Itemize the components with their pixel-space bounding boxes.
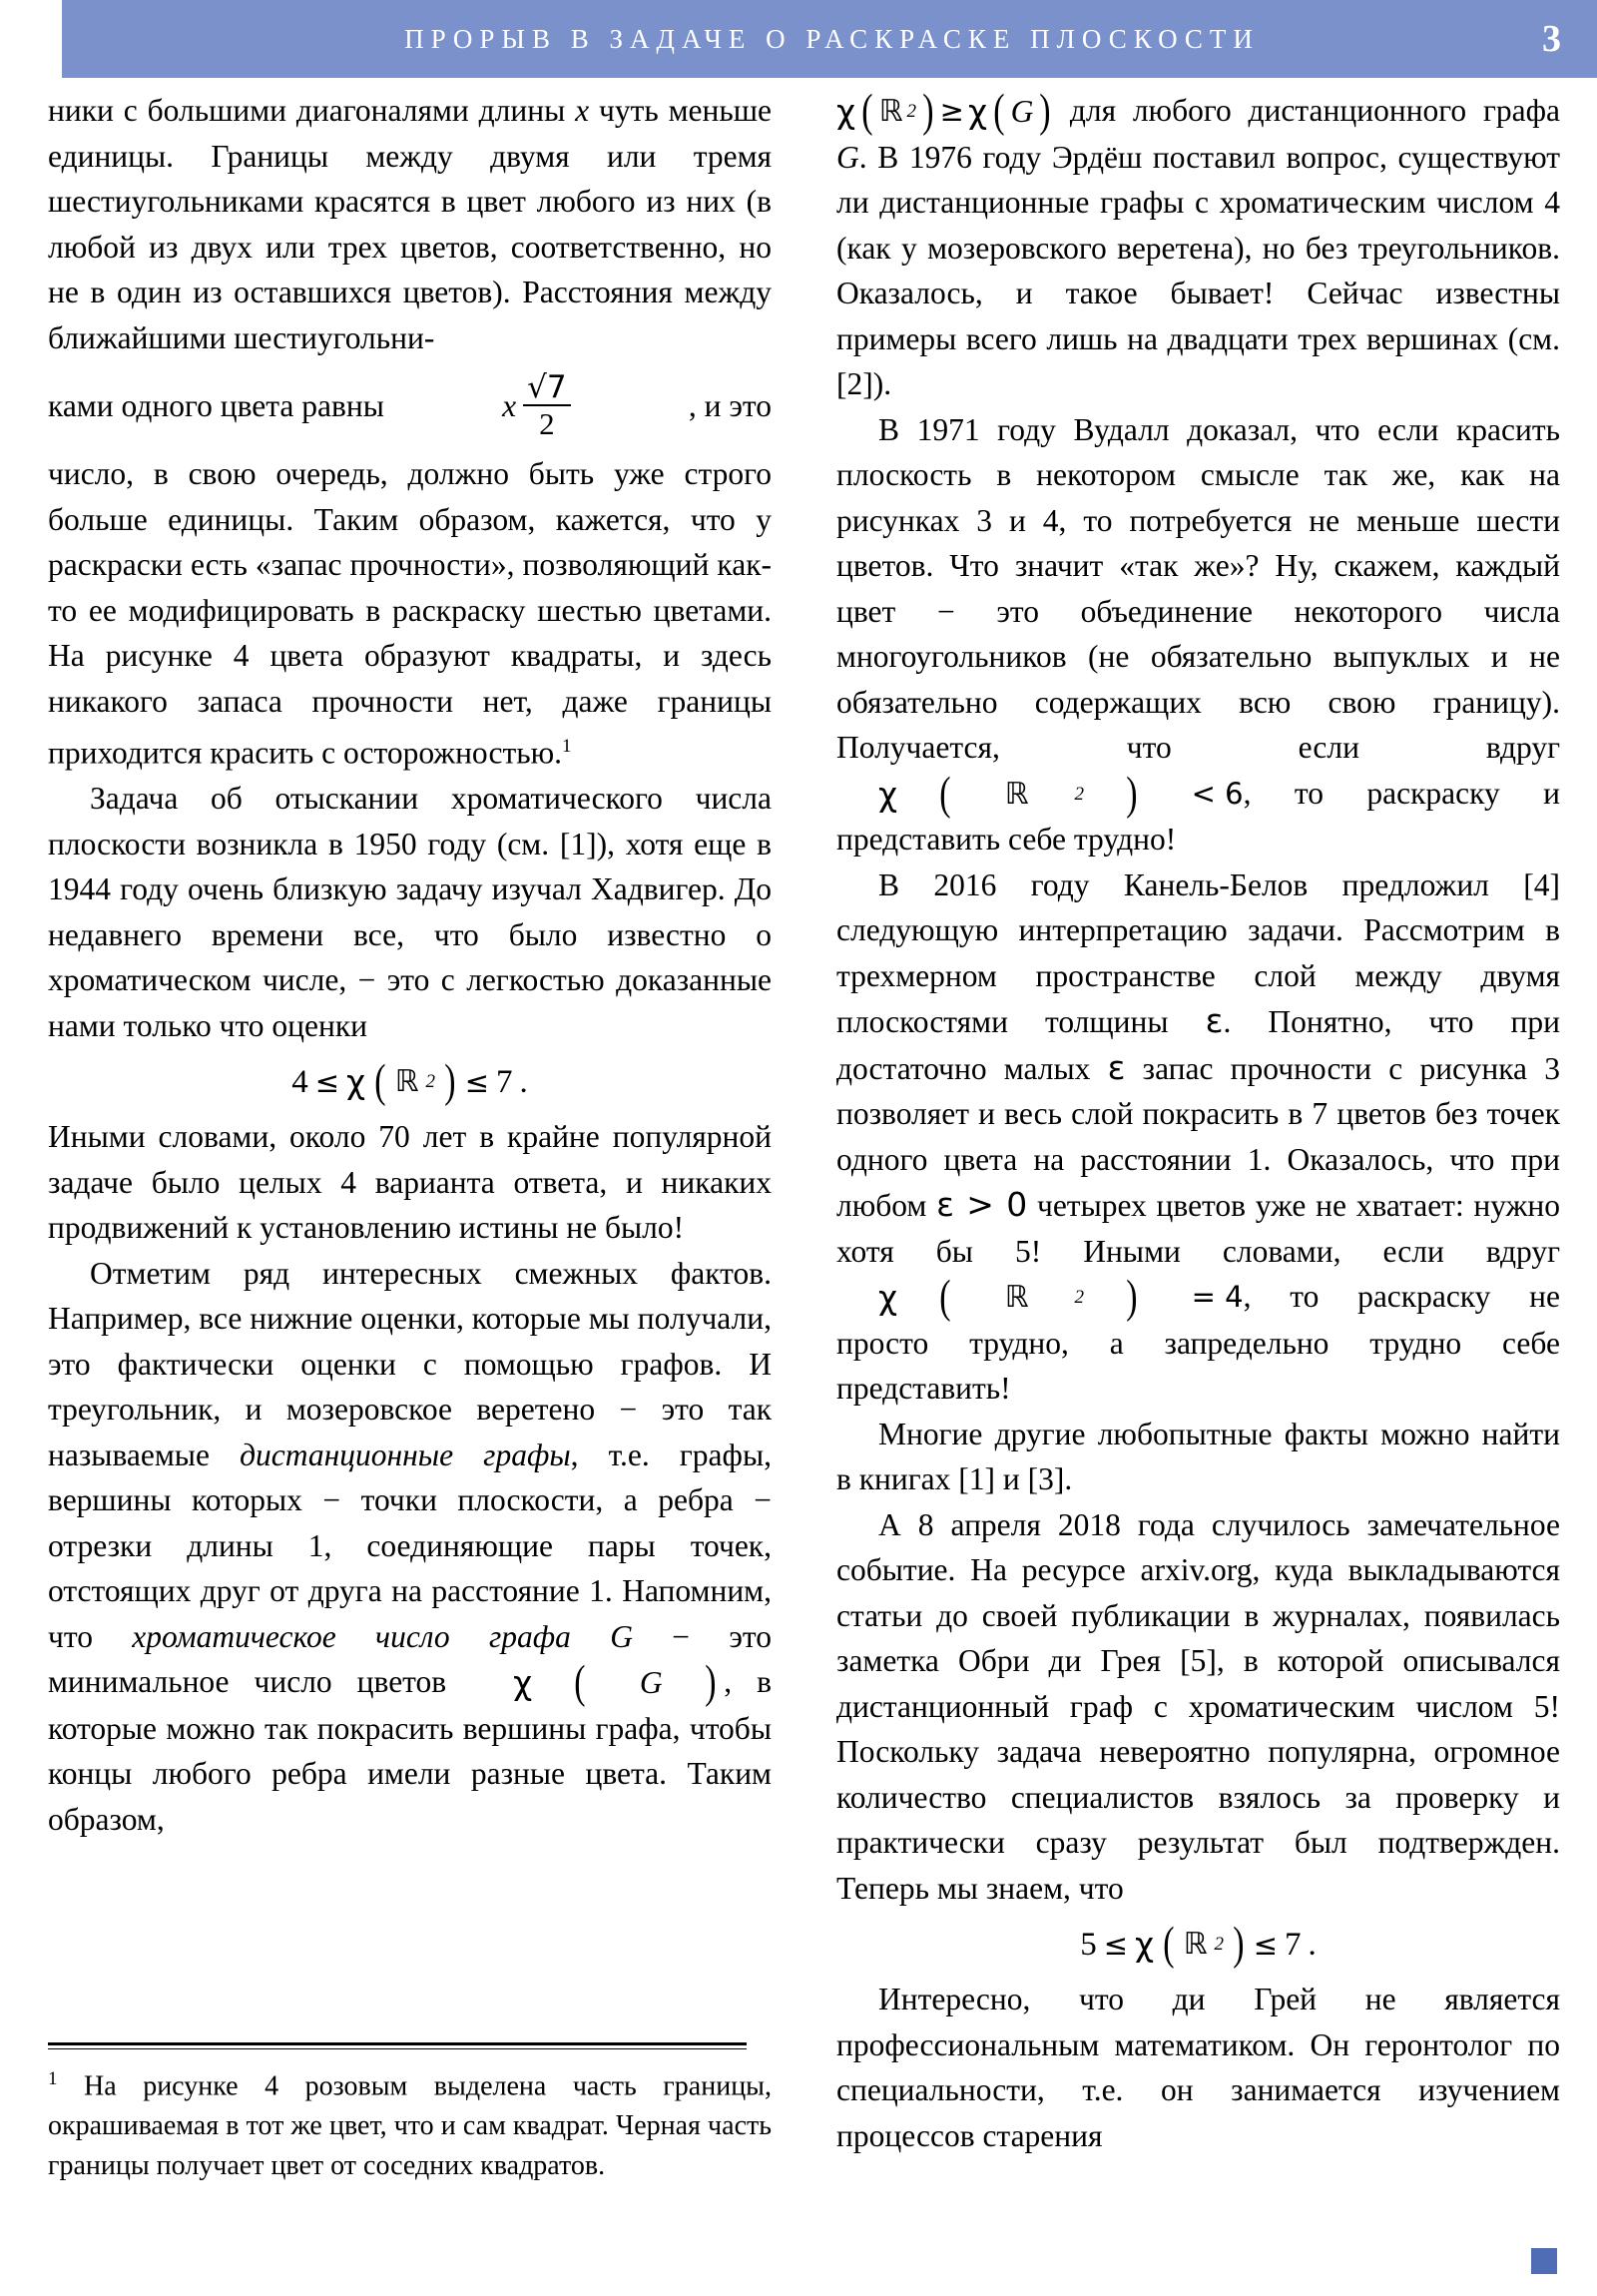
left-paren: ( xyxy=(993,85,1005,138)
text-run: для любого дистанционного графа xyxy=(1053,93,1560,128)
paragraph-with-inline-fraction xyxy=(48,369,772,441)
left-paren: ( xyxy=(939,767,951,820)
text-run: Задача об отыскании хроматического числа плоскости возникла в 1950 году (см. [1]), хотя еще в 1944 году очень близкую задачу изучал Хадвигер. До недавнего времени все, что было известно о хроматическом числе, − это с легкостью доказанные нами только что оценки xyxy=(48,781,772,1043)
text-run: ники с большими диагоналями длины xyxy=(48,93,576,128)
formula-relation: ≤ xyxy=(1103,1928,1129,1962)
left-paren: ( xyxy=(861,85,873,138)
display-formula-bounds-5-7 xyxy=(836,1919,1560,1971)
paragraph xyxy=(48,776,772,1048)
chi-symbol: χ xyxy=(878,1278,898,1317)
footnote-text xyxy=(48,2059,772,2186)
text-run: , то раскраску и представить себе трудно! xyxy=(836,775,1560,857)
inline-fraction-x-sqrt7-over-2 xyxy=(502,369,570,441)
text-run: В 1971 году Вудалл доказал, что если красить плоскость в некотором смысле так же, как на рисунках 3 и 4, то потребуется не меньше шести цветов. Что значит «так же»? Ну, скажем, каждый цвет − это объединение некоторого числа многоугольников (не обязательно выпуклых и не обязательно содержащих всю свою границу). Получается, что если вдруг xyxy=(836,411,1560,765)
fraction-denominator: 2 xyxy=(539,406,555,441)
text-run: четырех цветов уже не хватает: нужно хотя бы 5! Иными словами, если вдруг xyxy=(836,1188,1560,1269)
inline-math-chi-r2-lt-6 xyxy=(836,767,1244,820)
text-run: , и это xyxy=(688,387,772,423)
left-paren: ( xyxy=(939,1271,951,1324)
formula-relation: < 6 xyxy=(1191,776,1244,811)
text-run: Интересно, что ди Грей не является профессиональным математиком. Он геронтолог по специальности, т.е. он занимается изучением процессов старения xyxy=(836,1982,1560,2153)
emphasis-chromatic-number-of-graph: хроматическое число графа G xyxy=(132,1618,633,1654)
chi-symbol: χ xyxy=(513,1663,533,1702)
page-title: ПРОРЫВ В ЗАДАЧЕ О РАСКРАСКЕ ПЛОСКОСТИ xyxy=(404,23,1260,54)
page-number: 3 xyxy=(1542,18,1561,60)
paragraph-continuation xyxy=(48,88,772,360)
display-formula-bounds-4-7 xyxy=(48,1056,772,1108)
formula-relation: = 4 xyxy=(1191,1280,1244,1314)
paragraph xyxy=(836,1502,1560,1912)
formula-rhs: 7 xyxy=(1285,1927,1302,1963)
left-paren: ( xyxy=(374,1055,386,1108)
left-column xyxy=(48,88,772,1842)
exponent: 2 xyxy=(1214,1934,1225,1955)
paragraph xyxy=(836,1977,1560,2158)
paragraph xyxy=(836,1412,1560,1502)
chi-symbol: χ xyxy=(878,774,898,814)
paragraph-continuation xyxy=(836,85,1560,407)
math-variable-g: G xyxy=(1010,94,1034,129)
formula-relation: ≤ xyxy=(464,1065,489,1099)
text-run: запас прочности с рисунка 3 позволяет и весь слой покрасить в 7 цветов без точек одного цвета на расстоянии 1. Оказалось, что при любом xyxy=(836,1050,1560,1223)
formula-period: . xyxy=(1308,1927,1317,1963)
math-variable-g: G xyxy=(836,139,859,175)
math-variable-g: G xyxy=(639,1665,663,1700)
right-paren: ) xyxy=(444,1055,456,1108)
formula-rhs: 7 xyxy=(496,1064,513,1100)
inline-math-chi-of-g xyxy=(471,1656,724,1709)
epsilon-greater-zero: ε > 0 xyxy=(936,1185,1028,1224)
paragraph xyxy=(836,862,1560,1412)
text-run: ками одного цвета равны xyxy=(48,387,384,423)
running-header xyxy=(62,0,1597,78)
real-numbers-symbol: ℝ xyxy=(1183,1927,1208,1962)
text-run: . В 1976 году Эрдёш поставил вопрос, существуют ли дистанционные графы с хроматическим числом 4 (как у мозеровского веретена), но без треугольников. Оказалось, и такое бывает! Сейчас известны примеры всего лишь на двадцати трех вершинах (см. [2]). xyxy=(836,139,1560,401)
footnote-separator-rule-thin xyxy=(48,2048,747,2049)
footnote-marker: 1 xyxy=(48,2068,58,2089)
text-run: , то раскраску не просто трудно, а запредельно трудно себе представить! xyxy=(836,1279,1560,1406)
right-paren: ) xyxy=(922,85,934,138)
right-paren: ) xyxy=(1039,85,1051,138)
chi-symbol: χ xyxy=(836,92,856,131)
right-column xyxy=(836,85,1560,2158)
text-run: , в которые можно так покрасить вершины графа, чтобы концы любого ребра имели разные цвета. Таким образом, xyxy=(48,1664,772,1837)
formula-lhs: 5 xyxy=(1080,1927,1097,1963)
exponent: 2 xyxy=(1074,783,1084,805)
footnote-separator-rule xyxy=(48,2042,747,2045)
fraction xyxy=(523,369,570,441)
math-variable-x: x xyxy=(575,93,590,128)
text-run: Отметим ряд интересных смежных фактов. Например, все нижние оценки, которые мы получали, это фактически оценки с помощью графов. И треугольник, и мозеровское веретено − это так называемые xyxy=(48,1255,772,1472)
exponent: 2 xyxy=(425,1071,436,1092)
math-variable-x: x xyxy=(502,387,517,423)
right-paren: ) xyxy=(704,1656,717,1709)
right-paren: ) xyxy=(1233,1918,1245,1971)
text-run: В 2016 году Канель-Белов предложил [4] следующую интерпретацию задачи. Рассмотрим в трехмерном пространстве слой между двумя плоскостями толщины xyxy=(836,866,1560,1039)
chi-symbol: χ xyxy=(346,1062,366,1101)
body-columns xyxy=(0,78,1597,2296)
chi-symbol: χ xyxy=(1135,1925,1155,1964)
paragraph xyxy=(48,1251,772,1843)
text-run: На рисунке 4 розовым выделена часть границы, окрашиваемая в тот же цвет, что и сам квадрат. Черная часть границы получает цвет от соседних квадратов. xyxy=(48,2070,772,2182)
paragraph xyxy=(48,1114,772,1251)
epsilon-symbol: ε xyxy=(1205,1001,1224,1040)
footnote-reference[interactable]: 1 xyxy=(561,736,572,757)
text-run: А 8 апреля 2018 года случилось замечательное событие. На ресурсе arxiv.org, куда выкладываются статьи до своей публикации в журналах, появилась заметка Обри ди Грея [5], в которой описывался дистанционный граф с хроматическим числом 5! Поскольку задача невероятно популярна, огромное количество специалистов взялось за проверку и практически сразу результат был подтвержден. Теперь мы знаем, что xyxy=(836,1506,1560,1906)
left-paren: ( xyxy=(574,1656,586,1709)
text-run: , т.е. графы, вершины которых − точки плоскости, а ребра − отрезки длины 1, соединяющие пары точек, отстоящих друг от друга на расстояние 1. Напомним, что xyxy=(48,1436,772,1654)
chi-symbol: χ xyxy=(967,92,988,131)
formula-lhs: 4 xyxy=(291,1064,308,1100)
real-numbers-symbol: ℝ xyxy=(1004,1280,1029,1315)
paragraph xyxy=(836,407,1560,862)
exponent: 2 xyxy=(1074,1287,1084,1308)
text-run: − это минимальное число цветов xyxy=(48,1618,772,1699)
corner-mark xyxy=(1531,2248,1557,2274)
right-paren: ) xyxy=(1126,1271,1138,1324)
inline-math-chi-r2-eq-4 xyxy=(836,1271,1244,1324)
real-numbers-symbol: ℝ xyxy=(1004,776,1029,812)
text-run: чуть меньше единицы. Границы между двумя или тремя шестиугольниками красятся в цвет любого из них (в любой из двух или трех цветов, соответственно, но не в один из оставшихся цветов). Расстояния между ближайшими шестиугольни- xyxy=(48,93,772,355)
emphasis-distance-graphs: дистанционные графы xyxy=(240,1436,571,1472)
text-run: число, в свою очередь, должно быть уже строго больше единицы. Таким образом, кажется, что у раскраски есть «запас прочности», позволяющий как-то ее модифицировать в раскраску шестью цветами. На рисунке 4 цвета образуют квадраты, и здесь никакого запаса прочности нет, даже границы приходится красить с осторожностью. xyxy=(48,456,772,771)
epsilon-symbol: ε xyxy=(1107,1047,1126,1087)
formula-period: . xyxy=(519,1064,528,1100)
left-paren: ( xyxy=(1163,1918,1175,1971)
formula-relation: ≤ xyxy=(1253,1928,1278,1962)
formula-relation: ≥ xyxy=(939,94,964,128)
exponent: 2 xyxy=(906,101,916,122)
real-numbers-symbol: ℝ xyxy=(878,94,903,129)
text-run: . Понятно, что при достаточно малых xyxy=(836,1004,1560,1086)
paragraph xyxy=(48,451,772,776)
right-paren: ) xyxy=(1126,767,1138,820)
text-run: Иными словами, около 70 лет в крайне популярной задаче было целых 4 варианта ответа, и никаких продвижений к установлению истины не было! xyxy=(48,1119,772,1245)
fraction-numerator: √7 xyxy=(523,372,570,406)
real-numbers-symbol: ℝ xyxy=(394,1064,419,1099)
formula-relation: ≤ xyxy=(314,1065,340,1099)
text-run: Многие другие любопытные факты можно найти в книгах [1] и [3]. xyxy=(836,1416,1560,1496)
footnote-block xyxy=(48,2042,772,2186)
inline-math-chi-r2-geq-chi-g xyxy=(836,85,1053,138)
